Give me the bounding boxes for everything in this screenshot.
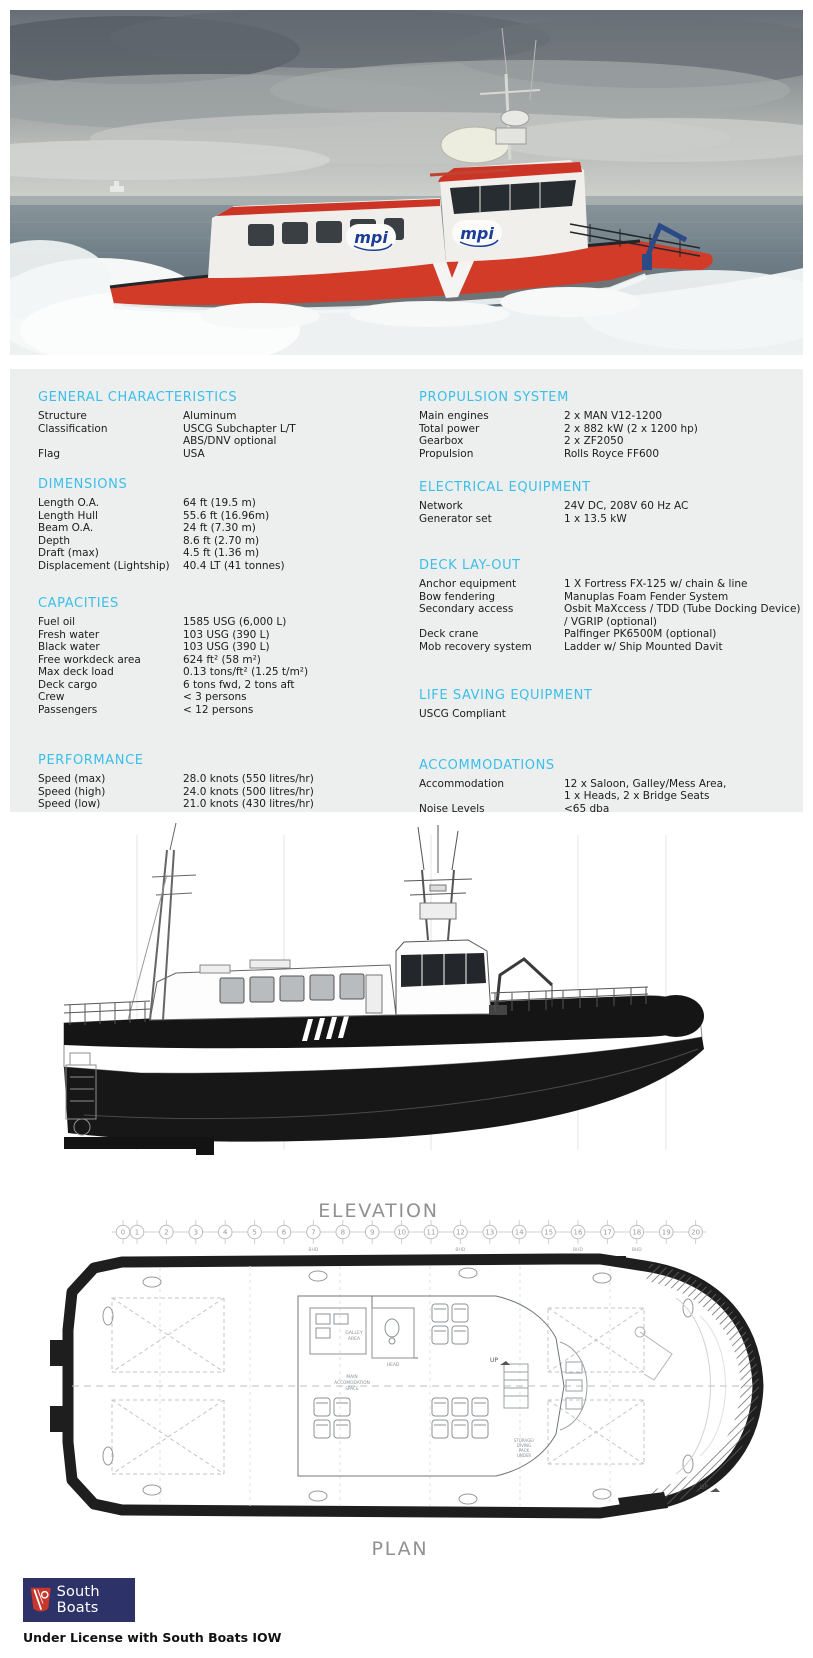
spec-value: Aluminum xyxy=(183,410,237,422)
spec-row xyxy=(419,513,801,526)
spec-section xyxy=(38,597,406,716)
spec-value: USCG Subchapter L/T ABS/DNV optional xyxy=(183,422,296,447)
spec-row xyxy=(38,560,406,573)
station-marker xyxy=(689,1220,703,1244)
spec-row xyxy=(419,628,801,641)
svg-text:13: 13 xyxy=(485,1228,495,1237)
svg-text:1: 1 xyxy=(134,1228,140,1237)
spec-value: 24V DC, 208V 60 Hz AC xyxy=(564,500,689,512)
spec-value: 103 USG (390 L) xyxy=(183,641,270,653)
spec-row xyxy=(419,603,801,628)
spec-row xyxy=(38,641,406,654)
svg-text:AREA: AREA xyxy=(347,1337,361,1342)
spec-value: 21.0 knots (430 litres/hr) xyxy=(183,798,314,810)
spec-label: Total power xyxy=(419,422,480,435)
plan-label: PLAN xyxy=(371,1538,429,1560)
station-marker xyxy=(483,1220,497,1244)
spec-section xyxy=(419,559,801,653)
stern-skeg xyxy=(64,1137,214,1149)
svg-text:7: 7 xyxy=(311,1228,316,1237)
spec-section xyxy=(419,759,801,816)
svg-text:MAIN: MAIN xyxy=(346,1375,358,1380)
station-marker xyxy=(160,1220,174,1244)
spec-label: Structure xyxy=(38,410,87,422)
section-title: DIMENSIONS xyxy=(38,477,128,492)
spec-section xyxy=(419,689,801,721)
spec-label: Free workdeck area xyxy=(38,653,141,666)
transom-pod xyxy=(50,1340,66,1366)
spec-label: Draft (max) xyxy=(38,547,99,559)
spec-row xyxy=(419,591,801,604)
spec-label: Crew xyxy=(38,691,65,703)
spec-row xyxy=(419,500,801,513)
spec-label: Noise Levels xyxy=(419,802,485,815)
spec-row xyxy=(419,435,801,448)
svg-text:17: 17 xyxy=(602,1228,612,1237)
spec-label: Main engines xyxy=(419,410,489,422)
spec-value: 24.0 knots (500 litres/hr) xyxy=(183,785,314,798)
station-marker xyxy=(365,1220,379,1244)
transom-pod xyxy=(50,1406,66,1432)
bhd-label: BHD xyxy=(573,1248,583,1253)
spec-value: 103 USG (390 L) xyxy=(183,628,270,641)
section-title: PERFORMANCE xyxy=(38,753,144,768)
spec-row xyxy=(38,410,406,423)
shield-icon xyxy=(29,1584,53,1616)
license-text: Under License with South Boats IOW xyxy=(23,1630,282,1645)
south-boats-logo xyxy=(23,1578,135,1622)
spec-column-right xyxy=(419,369,801,815)
spec-row xyxy=(38,522,406,535)
spec-value: Rolls Royce FF600 xyxy=(564,447,660,460)
spec-label: Speed (max) xyxy=(38,773,106,785)
station-marker xyxy=(542,1220,556,1244)
spec-label: Speed (low) xyxy=(38,798,101,810)
spec-row xyxy=(419,448,801,461)
spec-value: 2 x MAN V12-1200 xyxy=(564,410,663,422)
svg-text:ACCOMODATION: ACCOMODATION xyxy=(334,1381,370,1386)
section-title: ELECTRICAL EQUIPMENT xyxy=(419,480,591,495)
spec-value: 40.4 LT (41 tonnes) xyxy=(183,559,285,572)
section-title: CAPACITIES xyxy=(38,596,119,611)
spec-column-left xyxy=(38,369,406,811)
spec-value: 2 x ZF2050 xyxy=(564,435,624,447)
spec-value: 6 tons fwd, 2 tons aft xyxy=(183,678,295,691)
spec-label: Secondary access xyxy=(419,603,514,615)
svg-text:HEAD: HEAD xyxy=(386,1363,400,1368)
svg-text:UP: UP xyxy=(699,1484,709,1491)
spec-value: Osbit MaXccess / TDD (Tube Docking Device) / VGRIP (optional) xyxy=(564,603,801,628)
station-marker xyxy=(130,1220,144,1244)
station-marker xyxy=(189,1220,203,1244)
spec-value: < 12 persons xyxy=(183,703,254,716)
svg-text:10: 10 xyxy=(397,1228,407,1237)
svg-text:6: 6 xyxy=(281,1228,287,1237)
spec-value: 1 x 13.5 kW xyxy=(564,512,627,525)
spec-value: 4.5 ft (1.36 m) xyxy=(183,547,260,559)
spec-label: Anchor equipment xyxy=(419,578,517,590)
cabin-windows xyxy=(220,974,364,1003)
spec-label: Length Hull xyxy=(38,509,98,522)
spec-label: Propulsion xyxy=(419,447,474,460)
bhd-label: BHD xyxy=(455,1248,466,1253)
spec-section xyxy=(419,391,801,460)
spec-value: Ladder w/ Ship Mounted Davit xyxy=(564,640,723,653)
spec-value: 2 x 882 kW (2 x 1200 hp) xyxy=(564,422,698,435)
station-marker xyxy=(512,1220,526,1244)
sky xyxy=(10,10,803,202)
station-marker xyxy=(116,1220,130,1244)
spec-label: Mob recovery system xyxy=(419,640,532,653)
section-title: ACCOMMODATIONS xyxy=(419,757,555,773)
spec-label: Network xyxy=(419,500,463,512)
station-marker xyxy=(248,1220,262,1244)
spec-row xyxy=(38,704,406,717)
bhd-label: BHD xyxy=(631,1248,642,1253)
section-title: GENERAL CHARACTERISTICS xyxy=(38,390,238,405)
spec-row xyxy=(419,578,801,591)
spec-row xyxy=(38,616,406,629)
spec-value: USA xyxy=(183,447,205,460)
svg-text:GALLEY: GALLEY xyxy=(345,1331,363,1336)
svg-text:19: 19 xyxy=(661,1228,671,1237)
bhd-label: BHD xyxy=(308,1248,319,1253)
spec-section xyxy=(38,754,406,811)
spec-value: 1585 USG (6,000 L) xyxy=(183,616,287,628)
spec-label: Accommodation xyxy=(419,777,505,790)
svg-text:20: 20 xyxy=(691,1228,701,1237)
spec-row xyxy=(38,679,406,692)
spec-value: 64 ft (19.5 m) xyxy=(183,497,256,509)
boat-photo xyxy=(10,10,803,355)
spec-label: Speed (high) xyxy=(38,785,106,798)
svg-text:16: 16 xyxy=(573,1228,583,1237)
spec-row xyxy=(38,666,406,679)
spec-label: Gearbox xyxy=(419,435,464,447)
main-mast xyxy=(404,825,472,940)
svg-text:STORAGE/: STORAGE/ xyxy=(513,1438,535,1443)
spec-label: Depth xyxy=(38,534,70,547)
spec-label: Max deck load xyxy=(38,666,114,678)
mpi-logo xyxy=(452,220,502,246)
station-marker xyxy=(336,1220,350,1244)
spec-row xyxy=(38,423,406,448)
svg-text:DIVING: DIVING xyxy=(516,1443,532,1448)
spec-value: 0.13 tons/ft² (1.25 t/m²) xyxy=(183,666,309,678)
svg-text:14: 14 xyxy=(514,1228,524,1237)
plan-drawing xyxy=(0,1246,813,1526)
svg-text:0: 0 xyxy=(120,1228,126,1237)
spec-value: Palfinger PK6500M (optional) xyxy=(564,628,717,640)
svg-text:UNDER: UNDER xyxy=(516,1453,532,1458)
spec-row xyxy=(38,497,406,510)
spec-label: Flag xyxy=(38,447,61,460)
spec-row xyxy=(419,423,801,436)
spec-label: Length O.A. xyxy=(38,497,100,509)
logo-wordmark: South Boats xyxy=(56,1584,100,1616)
spec-value: 1 X Fortress FX-125 w/ chain & line xyxy=(564,578,748,590)
mpi-logo xyxy=(346,224,396,250)
spec-row xyxy=(38,773,406,786)
svg-text:3: 3 xyxy=(193,1228,199,1237)
svg-text:mpi: mpi xyxy=(354,228,388,247)
spec-value: <65 dba xyxy=(564,802,610,815)
spec-label: Generator set xyxy=(419,512,492,525)
spec-row xyxy=(38,654,406,667)
section-title: PROPULSION SYSTEM xyxy=(419,390,569,405)
section-title: DECK LAY-OUT xyxy=(419,558,521,573)
svg-text:9: 9 xyxy=(369,1228,375,1237)
spec-label: Fresh water xyxy=(38,628,100,641)
spec-row xyxy=(38,786,406,799)
spec-label: Classification xyxy=(38,422,108,435)
spec-row xyxy=(419,778,801,803)
station-marker xyxy=(424,1220,438,1244)
spec-row xyxy=(38,547,406,560)
spec-section xyxy=(38,478,406,572)
spec-row xyxy=(419,410,801,423)
svg-text:SPACE: SPACE xyxy=(345,1387,359,1392)
bow-fender xyxy=(648,995,704,1037)
spec-row xyxy=(38,798,406,811)
spec-section xyxy=(38,391,406,460)
svg-text:11: 11 xyxy=(426,1228,436,1237)
svg-text:2: 2 xyxy=(164,1228,169,1237)
spec-value: Manuplas Foam Fender System xyxy=(564,590,729,603)
spec-row xyxy=(38,448,406,461)
station-marker xyxy=(659,1220,673,1244)
spec-row xyxy=(419,803,801,816)
spec-label: Deck cargo xyxy=(38,678,98,691)
spec-row xyxy=(38,629,406,642)
svg-text:15: 15 xyxy=(544,1228,554,1237)
station-marker xyxy=(395,1220,409,1244)
spec-label: Displacement (Lightship) xyxy=(38,559,170,572)
spec-label: Passengers xyxy=(38,703,98,716)
spec-value: 624 ft² (58 m²) xyxy=(183,653,261,666)
elevation-label: ELEVATION xyxy=(318,1200,439,1222)
spec-value: 55.6 ft (16.96m) xyxy=(183,509,270,522)
spec-label: Bow fendering xyxy=(419,590,496,603)
spec-row xyxy=(38,510,406,523)
station-marker xyxy=(218,1220,232,1244)
spec-label: Fuel oil xyxy=(38,616,76,628)
spec-row xyxy=(38,535,406,548)
section-title: LIFE SAVING EQUIPMENT xyxy=(419,688,593,703)
spec-row xyxy=(419,641,801,654)
svg-text:PACK: PACK xyxy=(518,1448,530,1453)
spec-value: 24 ft (7.30 m) xyxy=(183,522,256,534)
spec-value: 28.0 knots (550 litres/hr) xyxy=(183,773,314,785)
spec-label: Deck crane xyxy=(419,628,479,640)
svg-text:18: 18 xyxy=(632,1228,642,1237)
spec-section xyxy=(419,481,801,525)
spec-row xyxy=(38,691,406,704)
svg-text:12: 12 xyxy=(455,1228,465,1237)
svg-text:8: 8 xyxy=(340,1228,346,1237)
spec-value: < 3 persons xyxy=(183,691,247,703)
station-marker xyxy=(277,1220,291,1244)
spec-label: Beam O.A. xyxy=(38,522,94,534)
svg-text:5: 5 xyxy=(252,1228,257,1237)
svg-text:UP: UP xyxy=(489,1357,499,1364)
elevation-drawing xyxy=(0,815,813,1165)
station-marker xyxy=(601,1220,615,1244)
spec-value: 12 x Saloon, Galley/Mess Area, 1 x Heads, 2 x Bridge Seats xyxy=(564,777,727,802)
section-note: USCG Compliant xyxy=(419,708,506,720)
svg-text:4: 4 xyxy=(222,1228,228,1237)
spec-panel xyxy=(10,369,803,815)
spec-label: Black water xyxy=(38,641,100,653)
spec-value: 8.6 ft (2.70 m) xyxy=(183,534,260,547)
svg-text:mpi: mpi xyxy=(460,224,494,243)
